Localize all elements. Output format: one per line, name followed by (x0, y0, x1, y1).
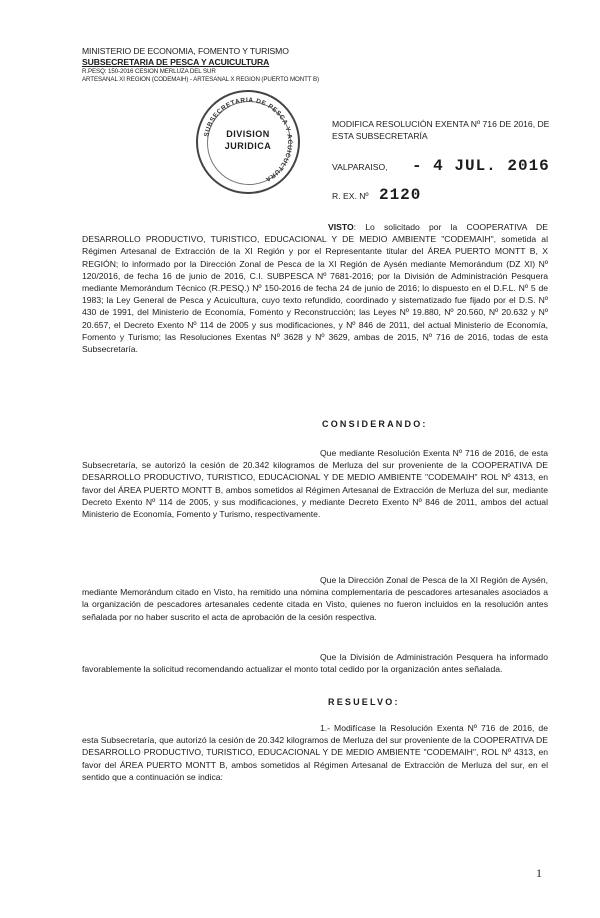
stamp-center-line-1: DIVISION (226, 129, 270, 139)
stamp-center-line-2: JURIDICA (224, 141, 272, 151)
visto-paragraph (82, 221, 548, 355)
considerando-paragraph-3: Que la División de Administración Pesquera ha informado favorablemente la solicitud recomendando actualizar el monto total cedido por la organización antes señalada. (82, 652, 548, 675)
document-subject: MODIFICA RESOLUCIÓN EXENTA Nº 716 DE 2016, DE ESTA SUBSECRETARÍA (332, 119, 550, 141)
file-reference-line-2: ARTESANAL XI REGION (CODEMAIH) - ARTESANAL X REGION (PUERTO MONTT B) (82, 76, 319, 83)
place-label: VALPARAISO, (332, 162, 388, 172)
stamp-center (198, 128, 298, 152)
file-reference-line-1: R.PESQ: 150-2016 CESION MERLUZA DEL SUR (82, 68, 216, 75)
division-juridica-stamp (196, 90, 300, 194)
resolution-number: 2120 (378, 186, 422, 204)
considerando-paragraph-2: Que la Dirección Zonal de Pesca de la XI Región de Aysén, mediante Memorándum citado en Visto, ha remitido una nómina complementaria de pescadores artesanales asociados a la organización de pescadores artesanales cedente citada en Visto, quienes no fueron incluidos en la resolución antes señalada por no haber suscrito el acta de aprobación de la cesión respectiva. (82, 575, 548, 622)
subsecretaria-name: SUBSECRETARIA DE PESCA Y ACUICULTURA (82, 57, 270, 67)
resuelvo-paragraph-1: 1.- Modifícase la Resolución Exenta Nº 716 de 2016, de esta Subsecretaría, que autorizó la cesión de 20.342 kilogramos de Merluza del sur proveniente de la COOPERATIVA DE DESARROLLO PRODUCTIVO, TURISTICO, EDUCACIONAL Y DE MEDIO AMBIENTE "CODEMAIH", ROL Nº 4313, en favor del ÁREA PUERTO MONTT B, ambos sometidos al Régimen Artesanal de Extracción de Merluza del sur, en el sentido que a continuación se indica: (82, 723, 548, 782)
resuelvo-heading: RESUELVO: (328, 697, 400, 707)
page-number: 1 (536, 866, 542, 880)
considerando-heading: CONSIDERANDO: (322, 419, 428, 429)
considerando-paragraph-1: Que mediante Resolución Exenta Nº 716 de 2016, de esta Subsecretaría, se autorizó la cesión de 20.342 kilogramos de Merluza del sur proveniente de la COOPERATIVA DE DESARROLLO PRODUCTIVO, TURISTICO, EDUCACIONAL Y DE MEDIO AMBIENTE "CODEMAIH" ROL Nº 4313, en favor del ÁREA PUERTO MONTT B, ambos sometidos al Régimen Artesanal de Extracción de Merluza del sur, mediante Decreto Exento Nº 114 de 2005, y sus modificaciones, y mediante Decreto Exento Nº 846 de 2011, ambos del actual Ministerio de Economía, Fomento y Turismo, respectivamente. (82, 448, 548, 520)
date-stamp: - 4 JUL. 2016 (411, 157, 550, 175)
letterhead (82, 46, 319, 84)
resolution-number-label: R. EX. Nº (332, 191, 369, 201)
visto-label: VISTO (328, 222, 354, 232)
resolution-number-line (332, 186, 421, 204)
stamp-ring-label: SUBSECRETARIA DE PESCA Y ACUICULTURA (203, 96, 294, 183)
ministry-name: MINISTERIO DE ECONOMIA, FOMENTO Y TURISMO (82, 46, 289, 56)
date-line (332, 157, 550, 175)
visto-text: : Lo solicitado por la COOPERATIVA DE DESARROLLO PRODUCTIVO, TURISTICO, EDUCACIONAL Y DE MEDIO AMBIENTE "CODEMAIH", sometida al Régimen Artesanal de Extracción de la XI Región y por el Representante titular del ÁREA PUERTO MONTT B, X REGIÓN; lo informado por la Dirección Zonal de Pesca de la XI Región de Aysén mediante Memorándum (DZ XI) Nº 120/2016, de fecha 16 de junio de 2016, C.I. SUBPESCA Nº 7681-2016; por la División de Administración Pesquera mediante Memorándum Técnico (R.PESQ.) Nº 150-2016 de fecha 24 de junio de 2016; lo dispuesto en el D.F.L. Nº 5 de 1983; la Ley General de Pesca y Acuicultura, cuyo texto refundido, coordinado y sistematizado fue fijado por el D.S. Nº 430 de 1991, del Ministerio de Economía, Fomento y Reconstrucción; las Leyes Nº 19.880, Nº 20.560, Nº 20.632 y Nº 20.657, el Decreto Exento Nº 114 de 2005 y sus modificaciones, y Nº 846 de 2011, del actual Ministerio de Economía, Fomento y Turismo; las Resoluciones Exentas Nº 3628 y Nº 3629, ambas de 2015, Nº 716 de 2016, todas de esta Subsecretaría. (82, 222, 548, 355)
